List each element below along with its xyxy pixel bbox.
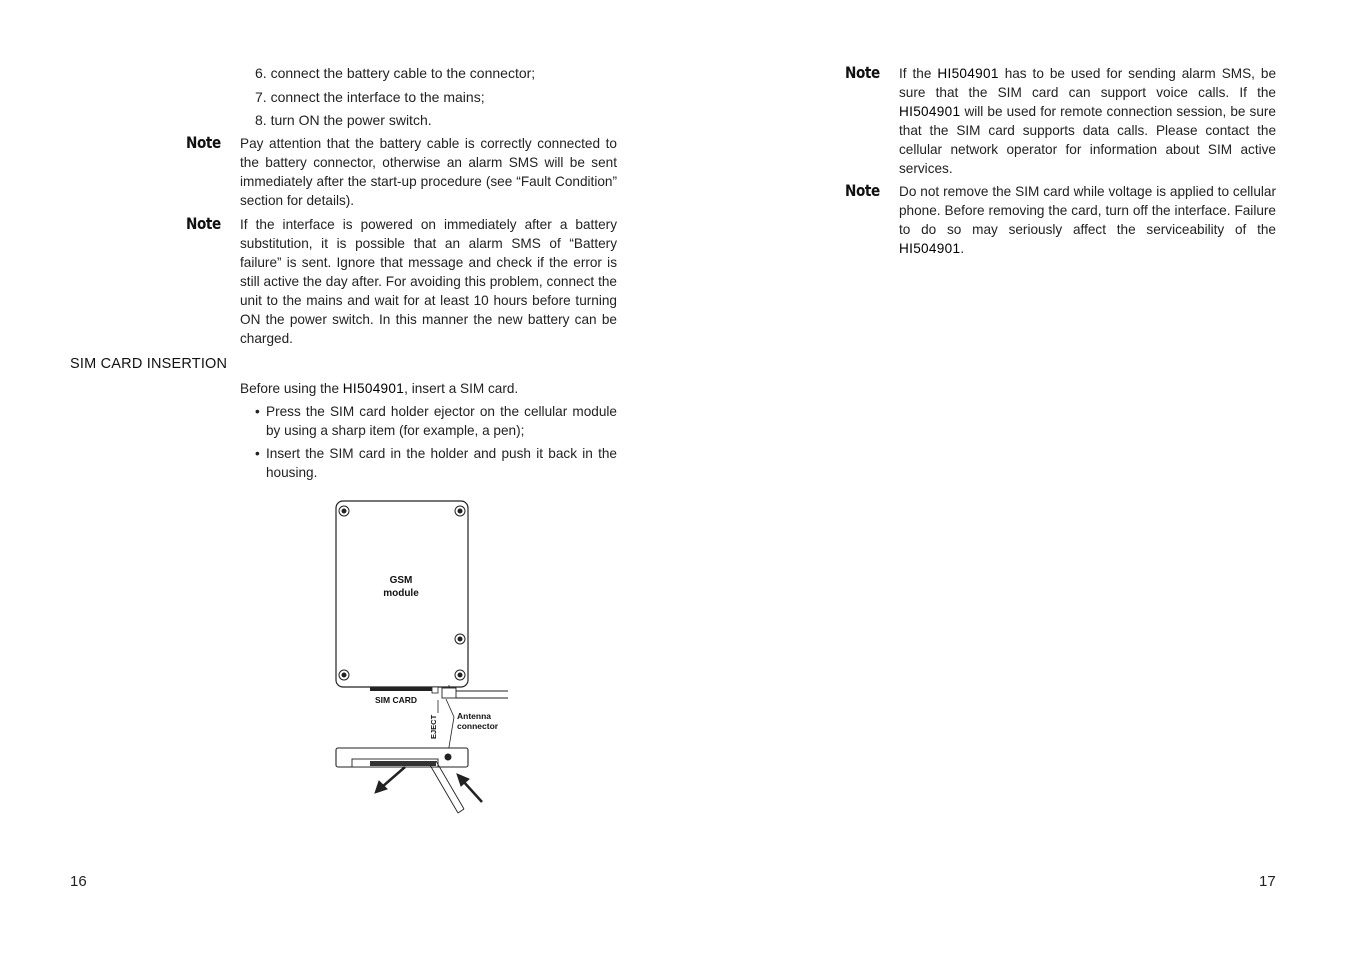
sim-intro-before: Before using the — [240, 381, 343, 396]
bullet-dot: • — [255, 404, 260, 419]
note-text: will be used for remote connection session, be sure that the SIM card supports data calls. Please contact the cellular network operator for information about SIM active services. — [899, 104, 1276, 176]
model-name: HI504901 — [899, 241, 961, 256]
eject-button — [432, 687, 438, 693]
bullet-item — [255, 444, 617, 482]
sim-intro-after: , insert a SIM card. — [404, 381, 519, 396]
eject-arrow-icon — [375, 767, 405, 793]
eject-label: EJECT — [429, 714, 438, 739]
note-text: Do not remove the SIM card while voltage is applied to cellular phone. Before removing the card, turn off the interface. Failure to do so may seriously affect the serviceability of the — [899, 184, 1276, 237]
bullet-text: Insert the SIM card in the holder and push it back in the housing. — [266, 446, 617, 480]
antenna-connector — [442, 688, 456, 698]
sim-intro-paragraph — [240, 379, 617, 398]
connector-label: connector — [457, 721, 499, 731]
note-text: . — [960, 241, 965, 256]
note-label: Note — [845, 63, 880, 82]
page-number-left: 16 — [70, 873, 87, 890]
model-name: HI504901 — [899, 104, 961, 119]
note-battery-substitution: If the interface is powered on immediately after a battery substitution, it is possible that an alarm SMS of “Battery failure” is sent. Ignore that message and check if the error is still active the day after. For avoiding this problem, connect the unit to the mains and wait for at least 10 hours before turning ON the power switch. In this manner the new battery can be charged. — [240, 217, 617, 346]
sim-slot — [370, 687, 436, 691]
antenna-label: Antenna — [457, 711, 491, 721]
note-sim-removal — [899, 182, 1276, 258]
model-name: HI504901 — [342, 381, 405, 396]
gsm-module-diagram — [320, 495, 520, 825]
note-battery-connection: Pay attention that the battery cable is correctly connected to the battery connector, otherwise an alarm SMS will be sent immediately after the start-up procedure (see “Fault Condition” section for details). — [240, 136, 617, 208]
bullet-text: Press the SIM card holder ejector on the cellular module by using a sharp item (for example, a pen); — [266, 404, 617, 438]
sim-card-label: SIM CARD — [375, 695, 418, 705]
section-title-sim-card-insertion: SIM CARD INSERTION — [70, 356, 228, 372]
model-name: HI504901 — [937, 66, 999, 81]
step-7: 7. connect the interface to the mains; — [255, 89, 485, 105]
eject-hole — [445, 754, 452, 761]
module-label: module — [383, 588, 419, 599]
step-6: 6. connect the battery cable to the connector; — [255, 65, 536, 81]
sim-card — [370, 761, 436, 766]
page-number-right: 17 — [1259, 873, 1276, 890]
note-label: Note — [186, 133, 221, 152]
bullet-dot: • — [255, 446, 260, 461]
note-sim-services — [899, 64, 1276, 178]
note-text: If the — [899, 66, 938, 81]
pen-icon — [430, 761, 464, 813]
step-8: 8. turn ON the power switch. — [255, 112, 432, 128]
push-arrow-icon — [457, 774, 482, 802]
bullet-item — [255, 402, 617, 440]
gsm-label: GSM — [389, 575, 413, 586]
note-label: Note — [186, 214, 221, 233]
note-text: has to be used for sending alarm SMS, be sure that the SIM card can support voice calls. If the — [899, 66, 1277, 100]
note-label: Note — [845, 181, 880, 200]
